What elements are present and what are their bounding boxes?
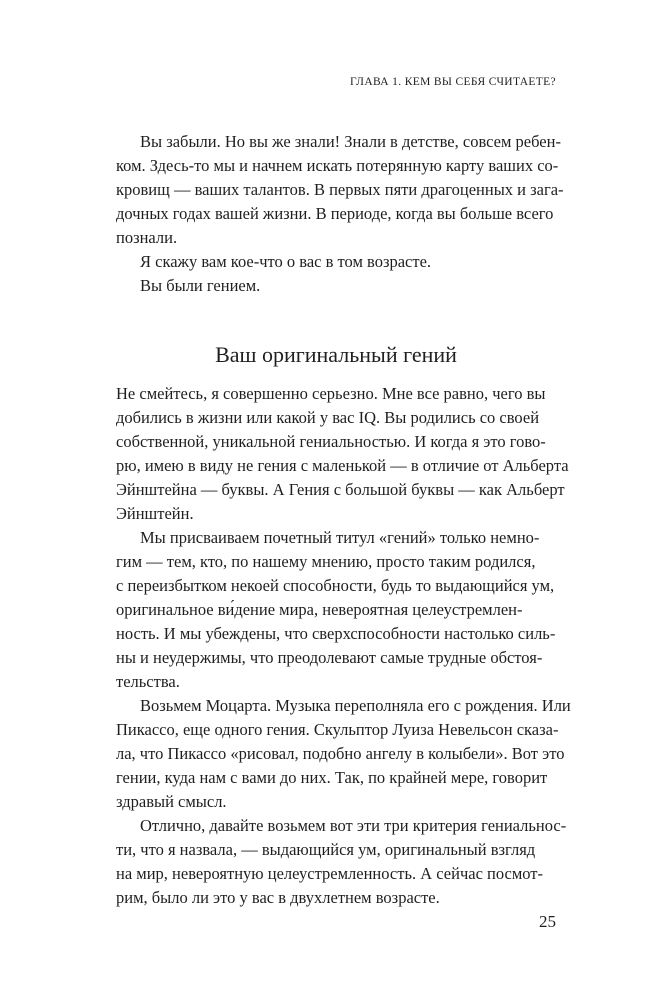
text-line: Вы забыли. Но вы же знали! Знали в детстве, совсем ребен- [140,132,561,151]
text-line: Не смейтесь, я совершенно серьезно. Мне все равно, чего вы [116,384,546,403]
text-line: рю, имею в виду не гения с маленькой — в отличие от Альберта [116,456,569,475]
text-line: добились в жизни или какой у вас IQ. Вы родились со своей [116,408,540,427]
text-line: Пикассо, еще одного гения. Скульптор Луиза Невельсон сказа- [116,720,559,739]
text-line: собственной, уникальной гениальностью. И когда я это гово- [116,432,546,451]
text-line: оригинальное ви́дение мира, невероятная целеустремлен- [116,600,523,619]
text-line: Вы были гением. [140,276,261,295]
text-line: рим, было ли это у вас в двухлетнем возрасте. [116,888,440,907]
text-line: кровищ — ваших талантов. В первых пяти драгоценных и зага- [116,180,564,199]
page-number: 25 [539,912,556,931]
text-line: гим — тем, кто, по нашему мнению, просто таким родился, [116,552,536,571]
section-title: Ваш оригинальный гений [215,342,457,367]
text-line: Эйнштейна — буквы. А Гения с большой буквы — как Альберт [116,480,565,499]
text-line: ность. И мы убеждены, что сверхспособности настолько силь- [116,624,556,643]
text-line: с переизбытком некоей способности, будь то выдающийся ум, [116,576,555,595]
text-line: тельства. [116,672,180,691]
text-line: Отлично, давайте возьмем вот эти три критерия гениальнос- [140,816,567,835]
text-line: гении, куда нам с вами до них. Так, по крайней мере, говорит [116,768,548,787]
text-line: Возьмем Моцарта. Музыка переполняла его с рождения. Или [140,696,571,715]
text-line: на мир, невероятную целеустремленность. А сейчас посмот- [116,864,544,883]
text-line: Эйнштейн. [116,504,194,523]
text-line: дочных годах вашей жизни. В периоде, когда вы больше всего [116,204,554,223]
text-line: Мы присваиваем почетный титул «гений» только немно- [140,528,540,547]
running-header: ГЛАВА 1. КЕМ ВЫ СЕБЯ СЧИТАЕТЕ? [350,76,556,88]
text-line: познали. [116,228,178,247]
text-line: здравый смысл. [116,792,227,811]
text-line: ны и неудержимы, что преодолевают самые трудные обстоя- [116,648,543,667]
text-line: Я скажу вам кое-что о вас в том возрасте. [140,252,432,271]
text-line: ком. Здесь-то мы и начнем искать потерянную карту ваших со- [116,156,559,175]
text-line: ла, что Пикассо «рисовал, подобно ангелу в колыбели». Вот это [116,744,565,763]
text-line: ти, что я назвала, — выдающийся ум, оригинальный взгляд [116,840,536,859]
